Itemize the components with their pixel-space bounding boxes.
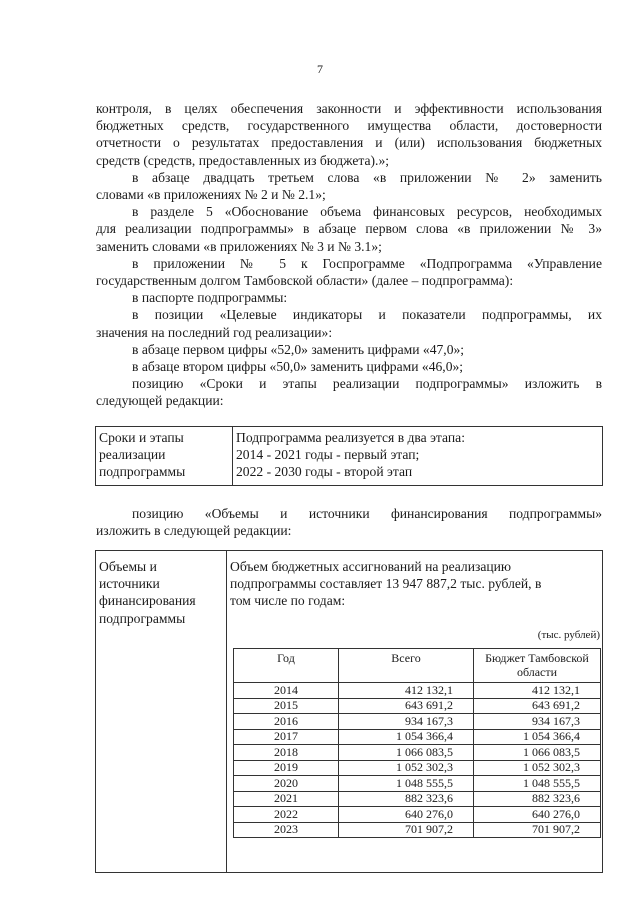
- cell-year: 2014: [234, 683, 339, 699]
- text-line: словами «в приложениях № 2 и № 2.1»;: [96, 187, 326, 203]
- cell-year: 2015: [234, 698, 339, 714]
- column-header-regional-budget: Бюджет Тамбовской области: [474, 649, 601, 683]
- cell-regional-budget: 643 691,2: [474, 698, 601, 714]
- cell-line: 2022 - 2030 годы - второй этап: [236, 464, 413, 480]
- stages-table-label-cell: [96, 427, 233, 486]
- cell-total: 643 691,2: [339, 698, 474, 714]
- table-row: [234, 807, 601, 823]
- cell-line: Сроки и этапы: [99, 430, 184, 445]
- funding-table-label-cell: [99, 558, 224, 627]
- table-row: [234, 714, 601, 730]
- funding-table-description: [230, 558, 602, 610]
- cell-total: 1 054 366,4: [339, 729, 474, 745]
- paragraph: [96, 358, 602, 375]
- paragraph: [96, 306, 602, 340]
- text-line: позицию «Объемы и источники финансирования подпрограммы»: [132, 506, 602, 521]
- cell-line: финансирования: [99, 593, 196, 609]
- cell-total: 1 066 083,5: [339, 745, 474, 761]
- cell-total: 412 132,1: [339, 683, 474, 699]
- cell-regional-budget: 412 132,1: [474, 683, 601, 699]
- cell-total: 701 907,2: [339, 822, 474, 838]
- cell-total: 934 167,3: [339, 714, 474, 730]
- cell-line: Подпрограмма реализуется в два этапа:: [236, 430, 465, 445]
- table-row: [234, 745, 601, 761]
- table-row: [234, 698, 601, 714]
- stages-table: [95, 426, 603, 486]
- table-row: [234, 760, 601, 776]
- cell-year: 2017: [234, 729, 339, 745]
- text-line: в позиции «Целевые индикаторы и показатели подпрограммы, их: [132, 307, 602, 323]
- text-line: отчетности о результатах предоставления и (или) использования бюджетных: [96, 135, 602, 151]
- cell-line: 2014 - 2021 годы - первый этап;: [236, 447, 420, 463]
- cell-regional-budget: 934 167,3: [474, 714, 601, 730]
- cell-year: 2023: [234, 822, 339, 838]
- table-row: [234, 776, 601, 792]
- text-line: следующей редакции:: [96, 393, 224, 409]
- paragraph: [96, 375, 602, 409]
- column-header-year: Год: [234, 649, 339, 683]
- table-header-row: [234, 649, 601, 683]
- cell-year: 2020: [234, 776, 339, 792]
- text-line: государственным долгом Тамбовской области» (далее – подпрограмма):: [96, 273, 514, 289]
- cell-regional-budget: 1 048 555,5: [474, 776, 601, 792]
- cell-line: реализации: [99, 447, 166, 463]
- cell-year: 2016: [234, 714, 339, 730]
- text-line: для реализации подпрограммы» в абзаце первом слова «в приложении № 3»: [96, 221, 602, 237]
- text-line: заменить словами «в приложениях № 3 и № 3.1»;: [96, 238, 382, 254]
- table-body: [234, 683, 601, 838]
- cell-total: 1 052 302,3: [339, 760, 474, 776]
- column-header-total: Всего: [339, 649, 474, 683]
- cell-regional-budget: 882 323,6: [474, 791, 601, 807]
- page-number: 7: [317, 62, 323, 76]
- cell-line: Объемы и: [99, 559, 157, 574]
- cell-regional-budget: 1 054 366,4: [474, 729, 601, 745]
- cell-year: 2021: [234, 791, 339, 807]
- text-line: в абзаце втором цифры «50,0» заменить цифрами «46,0»;: [132, 359, 464, 375]
- yearly-funding-table: [233, 648, 601, 838]
- cell-regional-budget: 640 276,0: [474, 807, 601, 823]
- text-line: средств (средств, предоставленных из бюджета).»;: [96, 152, 390, 168]
- cell-regional-budget: 701 907,2: [474, 822, 601, 838]
- cell-regional-budget: 1 066 083,5: [474, 745, 601, 761]
- cell-total: 640 276,0: [339, 807, 474, 823]
- cell-year: 2018: [234, 745, 339, 761]
- text-line: в абзаце двадцать третьем слова «в приложении № 2» заменить: [132, 169, 602, 185]
- paragraph: [96, 203, 602, 255]
- text-line: в приложении № 5 к Госпрограмме «Подпрограмма «Управление: [132, 255, 602, 271]
- cell-year: 2022: [234, 807, 339, 823]
- paragraph: [96, 289, 602, 306]
- cell-year: 2019: [234, 760, 339, 776]
- table-row: [234, 683, 601, 699]
- text-line: позицию «Сроки и этапы реализации подпрограммы» изложить в: [132, 376, 602, 392]
- text-line: контроля, в целях обеспечения законности и эффективности использования: [96, 101, 602, 116]
- cell-line: подпрограммы: [99, 610, 186, 626]
- paragraph: [96, 505, 602, 539]
- cell-line: источники: [99, 576, 160, 592]
- cell-total: 882 323,6: [339, 791, 474, 807]
- paragraph: [96, 255, 602, 289]
- cell-line: подпрограммы: [99, 464, 186, 480]
- cell-line: том числе по годам:: [230, 593, 346, 609]
- cell-total: 1 048 555,5: [339, 776, 474, 792]
- text-line: бюджетных средств, государственного имущества области, достоверности: [96, 118, 602, 134]
- paragraph: [96, 341, 602, 358]
- table-row: [234, 791, 601, 807]
- stages-table-value-cell: [233, 427, 603, 486]
- cell-line: Объем бюджетных ассигнований на реализацию: [230, 559, 512, 574]
- text-line: изложить в следующей редакции:: [96, 523, 292, 539]
- cell-regional-budget: 1 052 302,3: [474, 760, 601, 776]
- cell-line: подпрограммы составляет 13 947 887,2 тыс. рублей, в: [230, 576, 542, 592]
- body-text-middle: [96, 505, 602, 539]
- text-line: в абзаце первом цифры «52,0» заменить цифрами «47,0»;: [132, 341, 465, 357]
- table-row: [234, 822, 601, 838]
- body-text-top: [96, 100, 602, 410]
- text-line: в разделе 5 «Обоснование объема финансовых ресурсов, необходимых: [132, 204, 602, 220]
- text-line: значения на последний год реализации»:: [96, 324, 333, 340]
- table-row: [234, 729, 601, 745]
- paragraph: [96, 169, 602, 203]
- table-divider: [226, 551, 227, 872]
- text-line: в паспорте подпрограммы:: [132, 290, 288, 306]
- paragraph: [96, 100, 602, 169]
- units-label: (тыс. рублей): [537, 629, 600, 641]
